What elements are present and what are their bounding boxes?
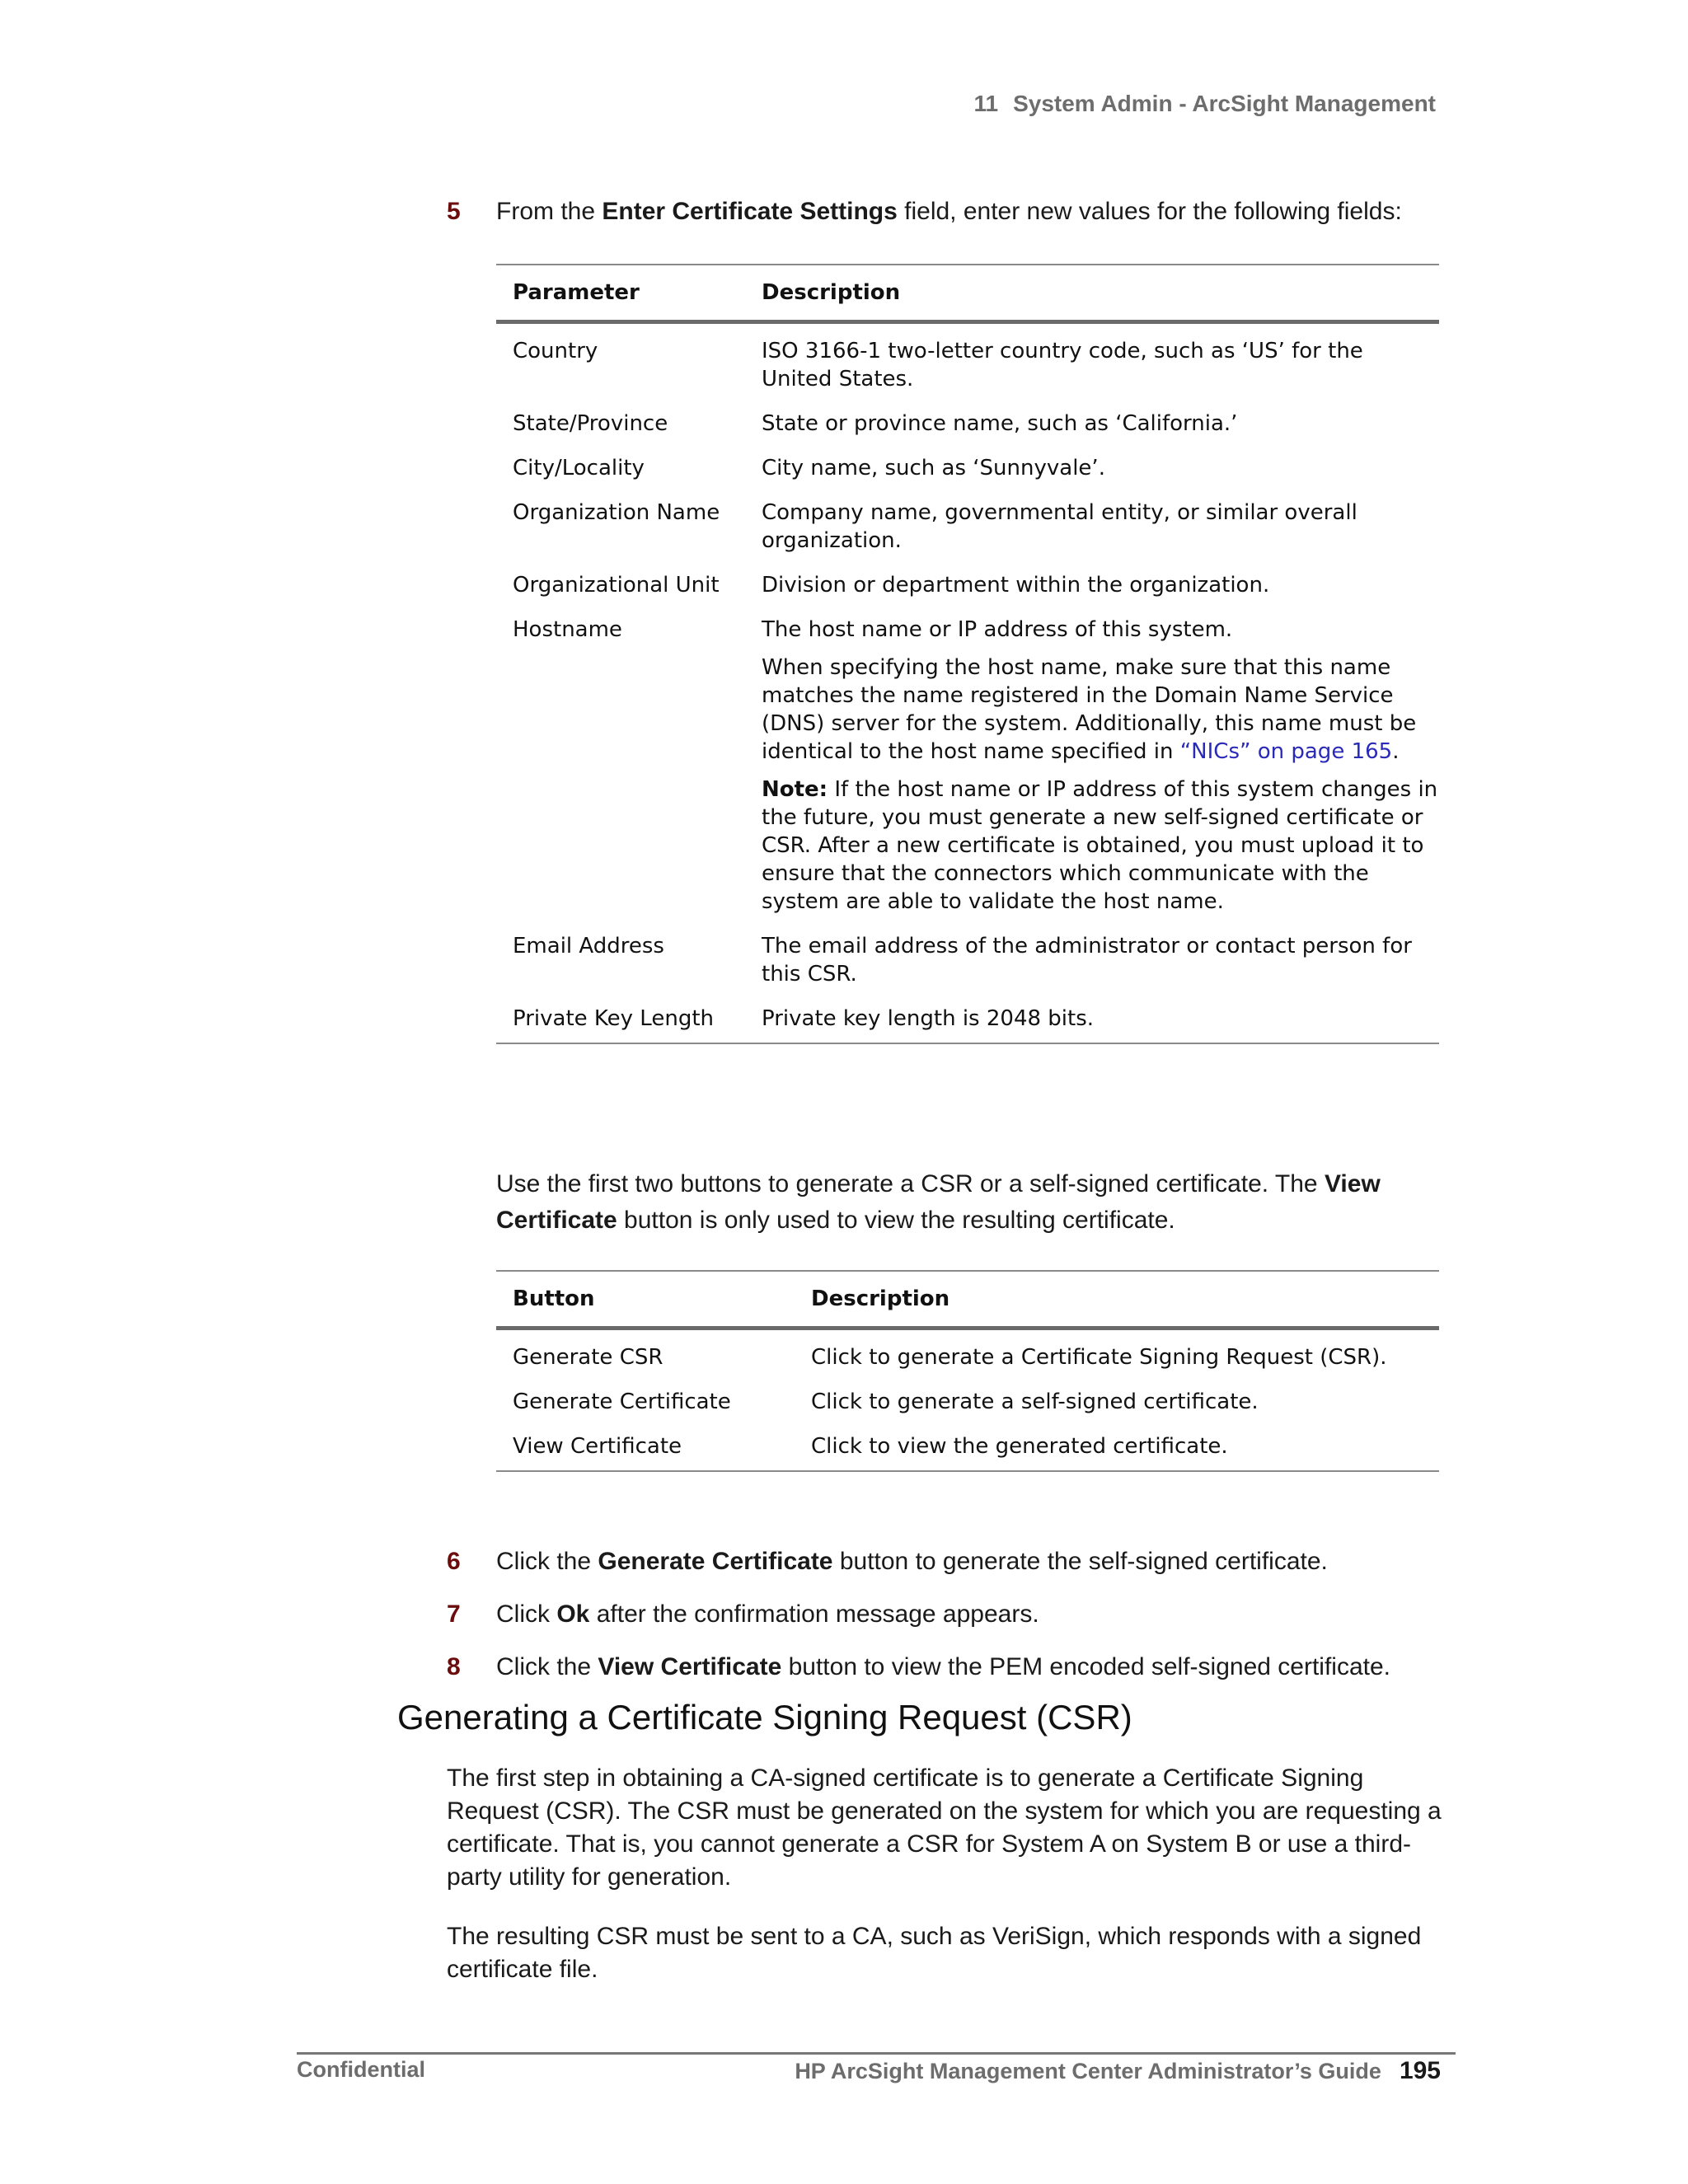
table-row [496,322,1439,402]
table-header-row [496,1271,1439,1329]
table-row [496,563,1439,607]
section-paragraph: The first step in obtaining a CA-signed certificate is to generate a Certificate Signing Request (CSR). The CSR must be generated on the system for which you are requesting a certificate. That is, you cannot generate a CSR for System A on System B or use a third-party utility for generation. [447,1765,1442,1891]
table-row [496,446,1439,490]
step-number: 7 [447,1601,461,1628]
step-text: From the Enter Certificate Settings field, enter new values for the following fields: [496,198,1402,225]
chapter-title: System Admin - ArcSight Management [1013,91,1436,116]
buttons-intro: Use the first two buttons to generate a CSR or a self-signed certificate. The View Certificate button is only used to view the resulting certificate. [496,1170,1381,1234]
page-number: 195 [1399,2057,1441,2084]
column-header: Parameter [513,280,640,305]
footer-rule [297,2052,1456,2055]
param-description: Private key length is 2048 bits. [762,1006,1095,1031]
note-label: Note: [762,777,828,802]
footer-guide [795,2057,1441,2085]
table-row [496,924,1439,996]
param-name: City/Locality [513,456,645,480]
button-description: Click to generate a Certificate Signing Request (CSR). [811,1345,1387,1370]
section-paragraph: The resulting CSR must be sent to a CA, such as VeriSign, which responds with a signed certificate file. [447,1923,1422,1983]
param-description: State or province name, such as ‘California.’ [762,411,1238,436]
table-row [496,1424,1439,1471]
step-number: 6 [447,1548,461,1575]
step-number: 5 [447,198,461,225]
param-name: State/Province [513,411,668,436]
footer-guide-title: HP ArcSight Management Center Administrator’s Guide [795,2059,1381,2083]
table-row [496,490,1439,563]
step-text: Click the Generate Certificate button to generate the self-signed certificate. [496,1548,1328,1575]
param-name: Email Address [513,934,664,958]
button-name: View Certificate [513,1434,682,1459]
column-header: Description [811,1286,950,1311]
button-description: Click to generate a self-signed certificate. [811,1390,1259,1414]
step-text: Click Ok after the confirmation message appears. [496,1601,1039,1628]
param-description: ISO 3166-1 two-letter country code, such as ‘US’ for the United States. [762,339,1363,391]
column-header: Button [513,1286,595,1311]
param-name: Private Key Length [513,1006,714,1031]
hostname-desc: The host name or IP address of this system. [762,617,1233,642]
button-name: Generate Certificate [513,1390,731,1414]
chapter-number: 11 [973,91,999,116]
param-description [745,607,1439,924]
buttons-table [496,1270,1439,1472]
parameters-table [496,264,1439,1044]
param-name: Country [513,339,598,363]
table-row [496,401,1439,446]
step-text: Click the View Certificate button to view the PEM encoded self-signed certificate. [496,1653,1391,1680]
table-row [496,607,1439,924]
table-row [496,1380,1439,1424]
param-description: Company name, governmental entity, or similar overall organization. [762,500,1357,553]
section-heading: Generating a Certificate Signing Request (CSR) [397,1698,1132,1736]
table-header-row [496,265,1439,322]
param-description: City name, such as ‘Sunnyvale’. [762,456,1105,480]
param-description: The email address of the administrator or contact person for this CSR. [762,934,1412,987]
param-description: Division or department within the organization. [762,573,1270,598]
button-name: Generate CSR [513,1345,663,1370]
hostname-detail: When specifying the host name, make sure that this name matches the name registered in the Domain Name Service (DNS) server for the system. Additionally, this name must be identical to the host name specified in “NICs” on page 165. [762,655,1417,764]
param-name: Hostname [513,617,622,642]
param-name: Organization Name [513,500,720,525]
table-row [496,1329,1439,1380]
running-header [973,91,1436,117]
nics-page-link[interactable]: “NICs” on page 165 [1179,739,1393,764]
hostname-note: Note: If the host name or IP address of this system changes in the future, you must generate a new self-signed certificate or CSR. After a new certificate is obtained, you must upload it to ensure that the connectors which communicate with the system are able to validate the host name. [762,777,1438,914]
step-number: 8 [447,1653,461,1680]
column-header: Description [762,280,901,305]
footer-confidential: Confidential [297,2057,425,2082]
param-name: Organizational Unit [513,573,720,598]
button-description: Click to view the generated certificate. [811,1434,1228,1459]
table-row [496,996,1439,1043]
